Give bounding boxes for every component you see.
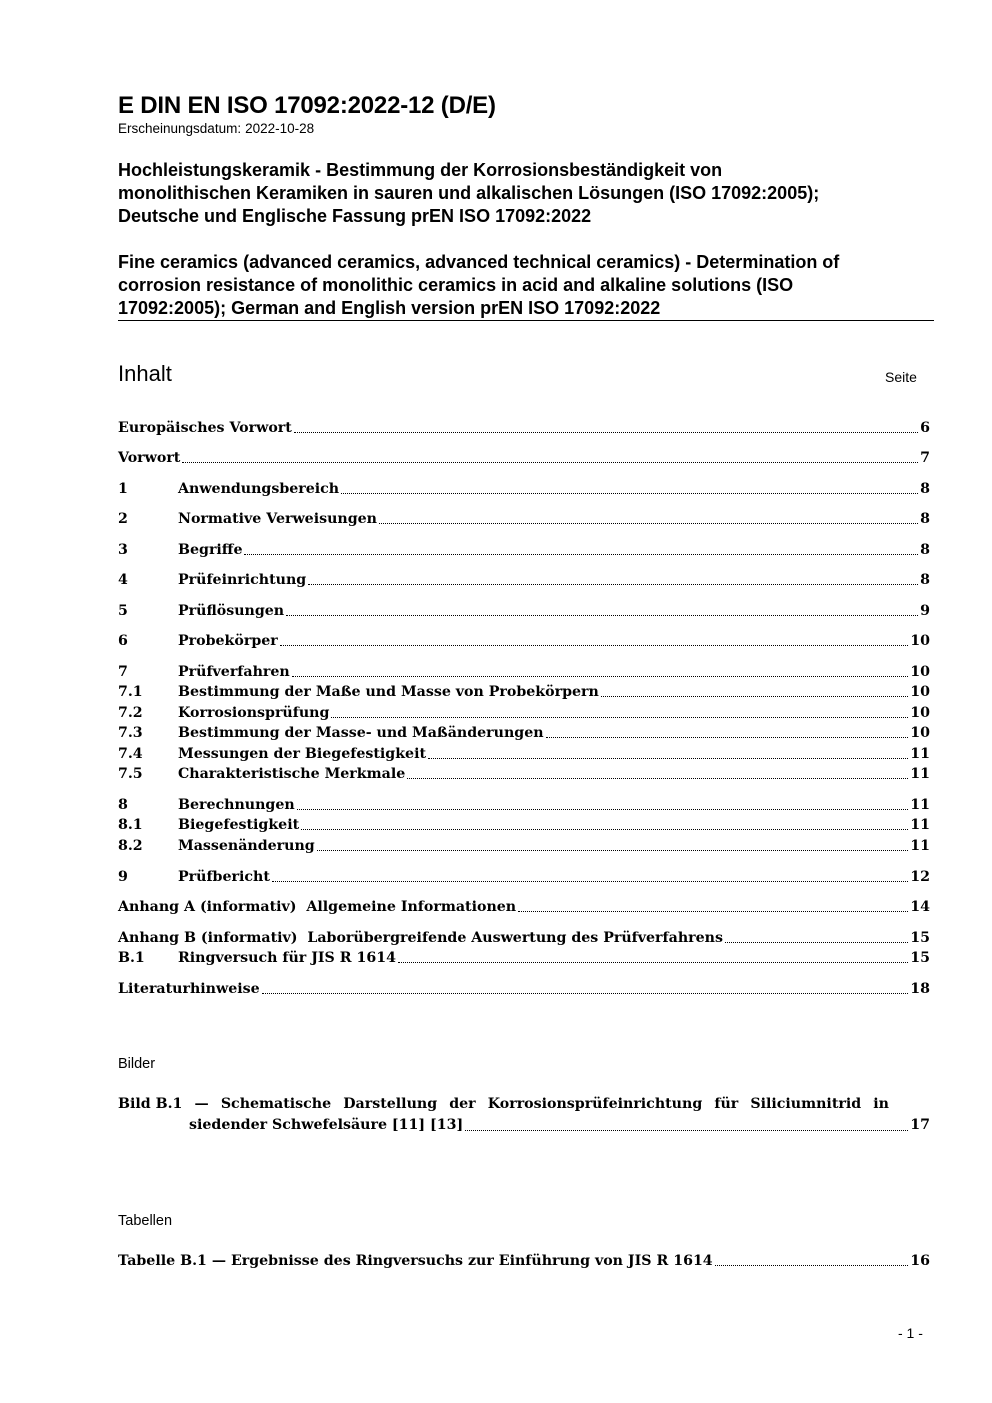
title-german-line: monolithischen Keramiken in sauren und alkalischen Lösungen (ISO 17092:2005); — [118, 183, 820, 203]
tables-list-title: Tabellen — [118, 1213, 173, 1229]
toc-entry-page: 8 — [920, 572, 930, 588]
table-entry-page: 16 — [910, 1253, 930, 1269]
toc-entry-label: Biegefestigkeit — [178, 817, 300, 833]
title-german — [118, 159, 936, 228]
toc-entry-page: 18 — [910, 981, 930, 997]
dot-leader — [294, 432, 918, 433]
toc-entry[interactable] — [118, 662, 930, 682]
publication-date — [118, 121, 314, 136]
toc-entry-page: 10 — [910, 684, 930, 700]
toc-entry-number: 7.4 — [118, 746, 143, 762]
toc-entry-page: 8 — [920, 511, 930, 527]
dot-leader — [297, 809, 909, 810]
figures-list-title: Bilder — [118, 1056, 156, 1072]
toc-entry-page: 8 — [920, 542, 930, 558]
dot-leader — [280, 645, 909, 646]
dot-leader — [244, 554, 918, 555]
toc-entry-number: 7.2 — [118, 705, 143, 721]
publication-date-value: 2022-10-28 — [245, 121, 315, 136]
toc-entry-number: 8.1 — [118, 817, 143, 833]
toc-entry-number: 9 — [118, 869, 128, 885]
page-number: - 1 - — [898, 1325, 923, 1341]
toc-entry-number: 6 — [118, 633, 128, 649]
toc-entry[interactable] — [118, 897, 930, 917]
toc-entry[interactable] — [118, 815, 930, 835]
dot-leader — [407, 778, 908, 779]
dot-leader — [262, 993, 909, 994]
toc-entry-page: 10 — [910, 705, 930, 721]
toc-entry[interactable] — [118, 928, 930, 948]
figure-entry-word: Siliciumnitrid — [750, 1096, 862, 1112]
toc-entry-number: 7 — [118, 664, 128, 680]
figure-entry-word: — — [194, 1096, 209, 1112]
toc-entry-label: Europäisches Vorwort — [118, 420, 292, 436]
toc-entry-label: Prüfverfahren — [178, 664, 290, 680]
dot-leader — [301, 829, 908, 830]
figure-entry-word: für — [714, 1096, 739, 1112]
toc-entry[interactable] — [118, 703, 930, 723]
toc-entry-number: 7.5 — [118, 766, 143, 782]
toc-entry-label: Begriffe — [178, 542, 243, 558]
toc-entry-page: 15 — [910, 930, 930, 946]
toc-entry-page: 14 — [910, 899, 930, 915]
figure-entry[interactable] — [118, 1094, 930, 1136]
document-id: E DIN EN ISO 17092:2022-12 (D/E) — [118, 92, 496, 119]
toc-entry[interactable] — [118, 795, 930, 815]
toc-entry-label: Anhang A (informativ) Allgemeine Informationen — [118, 899, 517, 915]
title-german-line: Hochleistungskeramik - Bestimmung der Korrosionsbeständigkeit von — [118, 160, 723, 180]
toc-entry-label: Bestimmung der Masse- und Maßänderungen — [178, 725, 544, 741]
toc-entry-label: Bestimmung der Maße und Masse von Probekörpern — [178, 684, 599, 700]
title-english-line: 17092:2005); German and English version prEN ISO 17092:2022 — [118, 298, 661, 318]
dot-leader — [308, 584, 918, 585]
toc-entry-number: 8 — [118, 797, 128, 813]
toc-entry[interactable] — [118, 540, 930, 560]
toc-entry-page: 9 — [920, 603, 930, 619]
dot-leader — [715, 1265, 909, 1266]
toc-entry-number: 7.1 — [118, 684, 143, 700]
toc-entry-page: 11 — [910, 766, 930, 782]
title-english-line: Fine ceramics (advanced ceramics, advanced technical ceramics) - Determination of — [118, 252, 840, 272]
toc-entry-number: 8.2 — [118, 838, 143, 854]
toc-entry[interactable] — [118, 570, 930, 590]
dot-leader — [379, 523, 918, 524]
toc-entry[interactable] — [118, 682, 930, 702]
toc-entry-label: Prüfbericht — [178, 869, 270, 885]
dot-leader — [317, 850, 909, 851]
figure-entry-label-continued: siedender Schwefelsäure [11] [13] — [189, 1117, 464, 1133]
toc-entry[interactable] — [118, 448, 930, 468]
dot-leader — [398, 962, 908, 963]
toc-entry[interactable] — [118, 601, 930, 621]
table-entry-label: Tabelle B.1 — Ergebnisse des Ringversuchs zur Einführung von JIS R 1614 — [118, 1253, 713, 1269]
toc-heading: Inhalt — [118, 361, 172, 386]
dot-leader — [272, 881, 908, 882]
figure-entry-prefix: Bild B.1 — [118, 1096, 183, 1112]
toc-entry-number: 7.3 — [118, 725, 143, 741]
dot-leader — [286, 615, 918, 616]
figure-entry-word: der — [449, 1096, 476, 1112]
dot-leader — [331, 717, 908, 718]
dot-leader — [518, 911, 908, 912]
toc-entry-label: Anwendungsbereich — [178, 481, 340, 497]
toc-entry-number: 2 — [118, 511, 128, 527]
dot-leader — [182, 462, 918, 463]
title-english — [118, 251, 936, 320]
toc-entry-label: Berechnungen — [178, 797, 295, 813]
toc-entry-number: 4 — [118, 572, 128, 588]
figure-entry-line-1 — [118, 1094, 889, 1115]
toc-entry-page: 11 — [910, 838, 930, 854]
title-english-line: corrosion resistance of monolithic ceramics in acid and alkaline solutions (ISO — [118, 275, 794, 295]
dot-leader — [725, 942, 908, 943]
dot-leader — [292, 676, 909, 677]
toc-entry-number: 5 — [118, 603, 128, 619]
figure-entry-page: 17 — [910, 1117, 930, 1133]
toc-entry-label: Normative Verweisungen — [178, 511, 377, 527]
toc-entry[interactable] — [118, 979, 930, 999]
table-entry[interactable] — [118, 1251, 930, 1271]
toc-page-column-label: Seite — [885, 369, 917, 385]
toc-entry-page: 11 — [910, 797, 930, 813]
toc-entry-page: 15 — [910, 950, 930, 966]
figure-entry-word: Korrosionsprüfeinrichtung — [487, 1096, 703, 1112]
toc-entry-label: Probekörper — [178, 633, 278, 649]
toc-entry[interactable] — [118, 836, 930, 856]
title-german-line: Deutsche und Englische Fassung prEN ISO 17092:2022 — [118, 206, 592, 226]
dot-leader — [601, 696, 908, 697]
header-divider — [118, 320, 934, 321]
toc-entry-page: 8 — [920, 481, 930, 497]
toc-entry-page: 7 — [920, 450, 930, 466]
toc-entry-label: Massenänderung — [178, 838, 315, 854]
figure-entry-line-2 — [118, 1115, 930, 1136]
toc-entry[interactable] — [118, 744, 930, 764]
dot-leader — [465, 1130, 908, 1131]
toc-entry[interactable] — [118, 631, 930, 651]
toc-entry[interactable] — [118, 723, 930, 743]
toc-entry-page: 12 — [910, 869, 930, 885]
figure-entry-word: in — [873, 1096, 889, 1112]
toc-entry-page: 10 — [910, 633, 930, 649]
toc-entry[interactable] — [118, 509, 930, 529]
toc-entry-label: Messungen der Biegefestigkeit — [178, 746, 427, 762]
figure-entry-word: Darstellung — [343, 1096, 438, 1112]
toc-entry-number: 3 — [118, 542, 128, 558]
dot-leader — [341, 493, 918, 494]
toc-entry-label: Literaturhinweise — [118, 981, 260, 997]
toc-entry[interactable] — [118, 948, 930, 968]
toc-entry-label: Prüflösungen — [178, 603, 285, 619]
toc-entry-label: Anhang B (informativ) Laborübergreifende Auswertung des Prüfverfahrens — [118, 930, 723, 946]
toc-entry[interactable] — [118, 867, 930, 887]
toc-entry-label: Vorwort — [118, 450, 181, 466]
toc-entry-label: Prüfeinrichtung — [178, 572, 307, 588]
figure-entry-word: Schematische — [220, 1096, 332, 1112]
toc-entry-label: Korrosionsprüfung — [178, 705, 330, 721]
toc-entry-number: B.1 — [118, 950, 145, 966]
toc-entry[interactable] — [118, 418, 930, 438]
toc-entry-label: Ringversuch für JIS R 1614 — [178, 950, 396, 966]
toc-entry[interactable] — [118, 764, 930, 784]
dot-leader — [546, 737, 909, 738]
toc-entry[interactable] — [118, 479, 930, 499]
dot-leader — [428, 758, 908, 759]
toc-entry-page: 11 — [910, 817, 930, 833]
toc-entry-page: 6 — [920, 420, 930, 436]
publication-date-label: Erscheinungsdatum: — [118, 121, 242, 136]
toc-entry-page: 10 — [910, 725, 930, 741]
toc-entry-label: Charakteristische Merkmale — [178, 766, 406, 782]
toc-entry-number: 1 — [118, 481, 128, 497]
toc-entry-page: 10 — [910, 664, 930, 680]
toc-entry-page: 11 — [910, 746, 930, 762]
